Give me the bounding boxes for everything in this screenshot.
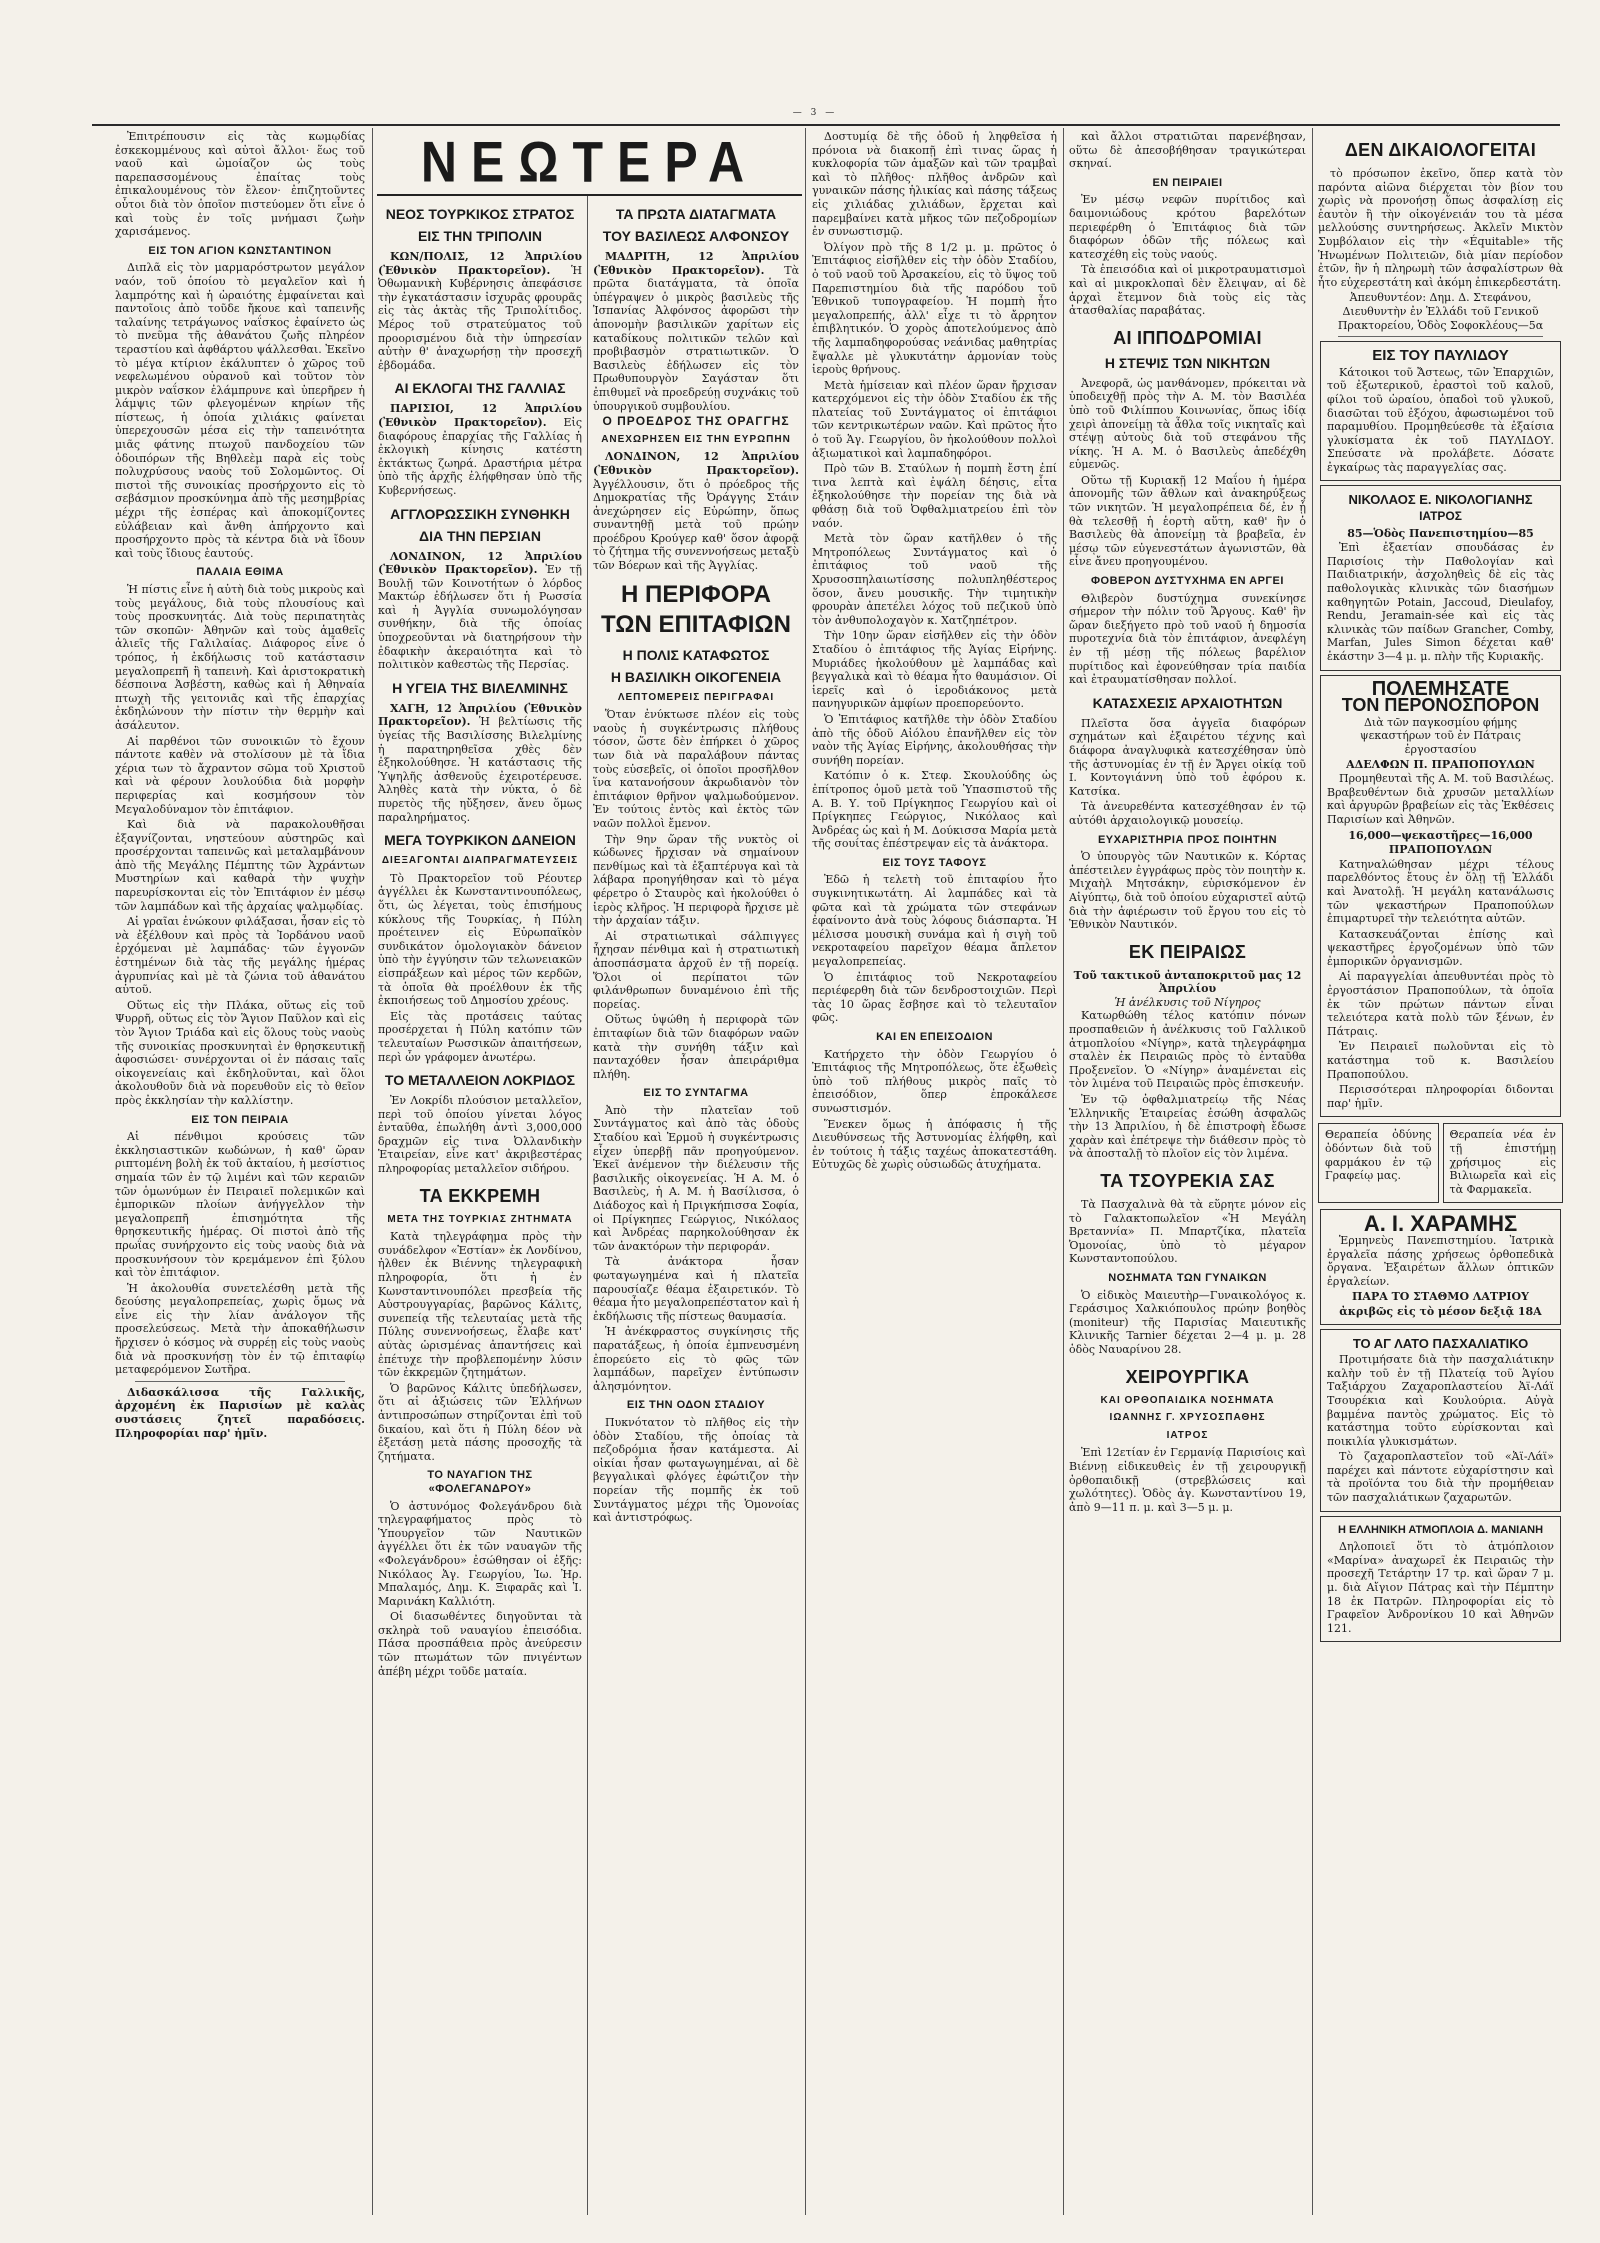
subheadline: ΙΑΤΡΟΣ	[1166, 1429, 1209, 1441]
paragraph: Τὴν 9ην ὥραν τῆς νυκτὸς οἱ κώδωνες ἤρχισαν νὰ σημαίνουν πενθίμως καὶ τὰ ἐξαπτέρυγα καὶ τὰ λάβαρα προηγήθησαν καὶ τὸ μέγα φέρετρο ὁ Σταυρὸς καὶ ἠκολούθει ὁ ἱερὸς κλῆρος. Ἡ περιφορὰ ἤρχισε μὲ τὴν ἀρχαίαν τάξιν.	[593, 832, 799, 928]
paragraph: Κατὰ τηλεγράφημα πρὸς τὴν συνάδελφον «Ἑστίαν» ἐκ Λονδίνου, ἠλθεν ἐκ Βιέννης τηλεγραφικὴ πληροφορία, ὅτι ἡ ἐν Κωνσταντινουπόλει πρεσβεία τῆς Αὐστρουγγαρίας, βαρῶνος Κάλιτς, συνεπείᾳ τῆς τελευταίας μετὰ τῆς Πύλης συνεννοήσεως, ἔλαβε κατ' αὐτὰς ὡρισμένας ἀπαντήσεις καὶ ἐπέτυχε τὴν προβλεπομένην λύσιν τῶν ἐκκρεμῶν ζητημάτων.	[378, 1230, 582, 1380]
section-heading: ΕΝ ΠΕΙΡΑΙΕΙ	[1152, 176, 1223, 189]
headline: ΤΑ ΠΡΩΤΑ ΔΙΑΤΑΓΜΑΤΑ	[615, 206, 777, 222]
paragraph: Δοστυμίᾳ δὲ τῆς ὁδοῦ ἡ ληφθεῖσα ἡ πρόνοια νὰ διακοπῇ ἐπὶ τινας ὥρας ἡ κυκλοφορία τῶν ἁμαξῶν καὶ τῶν τραμβαὶ καὶ τὸ πλῆθος· πλῆθος ἀνδρῶν καὶ γυναικῶν πάσης ἡλικίας καὶ πάσης τάξεως εἰς χιλιάδας χιλιάδων, ἔρχεται καὶ παρεμβαίνει κατὰ μῆκος τῶν πεζοδρομίων ἐν συνωστισμῷ.	[812, 130, 1057, 239]
masthead	[377, 130, 802, 196]
paragraph: Ἐν τῷ ὀφθαλμιατρείῳ τῆς Νέας Ἑλληνικῆς Ἑταιρείας ἐσώθη ἀσφαλῶς τὴν 13 Ἀπριλίου, ἡ δὲ ἐπιστροφὴ ἔδωσε χαρὰν καὶ ἐπέτρεψε τὴν διάθεσιν πρὸς τὸ νὰ ἀποσταλῇ τὸ πλοῖον εἰς τὸν λιμένα.	[1069, 1093, 1306, 1161]
section-heading: ΝΟΣΗΜΑΤΑ ΤΩΝ ΓΥΝΑΙΚΩΝ	[1108, 1271, 1267, 1284]
headline: ΚΑΤΑΣΧΕΣΙΣ ΑΡΧΑΙΟΤΗΤΩΝ	[1092, 694, 1283, 711]
paragraph: Κατασκευάζονται ἐπίσης καὶ ψεκαστῆρες ἐργοζομένων ὑπὸ τῶν ἐμπορικῶν ὀργανισμῶν.	[1327, 927, 1554, 968]
column-4	[812, 130, 1057, 2215]
paragraph: Ὁ εἰδικὸς Μαιευτὴρ—Γυναικολόγος κ. Γεράσιμος Χαλκιόπουλος πρώην βοηθὸς (moniteur) τῆς Παρισίας Μαιευτικῆς Κλινικῆς Tarnier δέχεται 2—4 μ. μ. 28 ὁδὸς Ναυαρίνου 28.	[1069, 1288, 1306, 1356]
paragraph: Τὰ ἀνάκτορα ἦσαν φωταγωγημένα καὶ ἡ πλατεῖα παρουσίαζε θέαμα ἐξαιρετικόν. Τὸ θέαμα ἦτο μεγαλοπρεπέστατον καὶ ἡ ἐκδήλωσις τῆς πίστεως θαυμασία.	[593, 1255, 799, 1323]
headline: ΑΙ ΙΠΠΟΔΡΟΜΙΑΙ	[1113, 327, 1262, 348]
headline: ΔΙΑ ΤΗΝ ΠΕΡΣΙΑΝ	[419, 527, 541, 544]
paragraph: Κατήρχετο τὴν ὁδὸν Γεωργίου ὁ Ἐπιτάφιος τῆς Μητροπόλεως, ὅτε ἐξωθεὶς ὑπὸ τοῦ πλήθους μικρὸς παῖς τὸ ἐπεισόδιον, ὅπερ ἐπροκάλεσε συνωστισμόν.	[812, 1047, 1057, 1115]
classified-ad: Διδασκάλισσα τῆς Γαλλικῆς, ἀρχομένη ἐκ Παρισίων μὲ καλὰς συστάσεις ζητεῖ παραδόσεις. Πληροφορίαι παρ' ἡμῖν.	[115, 1385, 365, 1440]
column-5	[1069, 130, 1306, 2215]
column-1	[115, 130, 365, 2215]
paragraph: Δηλοποιεῖ ὅτι τὸ ἀτμόπλοιον «Μαρίνα» ἀναχωρεῖ ἐκ Πειραιῶς τὴν προσεχῆ Τετάρτην 17 τρ. καὶ ὥραν 7 μ. μ. διὰ Αἴγιον Πάτρας καὶ τὴν Πέμπτην 18 ἐκ Πατρῶν. Πληροφορίαι εἰς τὸ Γραφεῖον Ἀνδρονίκου 10 καὶ Ἀθηνῶν 121.	[1327, 1540, 1554, 1635]
subheadline: ΚΑΙ ΟΡΘΟΠΑΙΔΙΚΑ ΝΟΣΗΜΑΤΑ	[1100, 1394, 1275, 1406]
paragraph: Οὕτως ὑψώθη ἡ περιφορὰ τῶν ἐπιταφίων διὰ τῶν διαφόρων ναῶν κατὰ τὴν συνήθη τάξιν καὶ πανταχόθεν ἦσαν ἀπειράριθμα πλήθη.	[593, 1013, 799, 1081]
paragraph: Αἱ γραῖαι ἐνώκουν φιλάξασαι, ἦσαν εἰς τὸ νὰ ἐξέλθουν καὶ πρὸς τὰ Ἰορδάνου ναοῦ ἐρχόμεναι μὲ λαμπάδας· τῶν ἐγγονῶν ἐστημένων διὰ τὰς τῆς μεγάλης ἡμέρας ἀγρυπνίας καὶ μὲ τὰ ζώνια τοῦ ἀθανάτου αὐτοῦ.	[115, 915, 365, 997]
paragraph: Ὁ ὑπουργὸς τῶν Ναυτικῶν κ. Κόρτας ἀπέστειλεν ἐγγράφως πρὸς τὸν ποιητὴν κ. Μιχαὴλ Μητσάκην, εὑρισκόμενον ἐν Αἰγύπτῳ, διὰ τοῦ ὁποίου εὐχαριστεῖ αὐτῷ διὰ τὴν ἀφιέρωσιν τοῦ ἔργου του εἰς τὸ Ἐθνικὸν Ναυτικόν.	[1069, 850, 1306, 932]
column-divider	[372, 128, 373, 2215]
paragraph: Κάτοικοι τοῦ Ἄστεως, τῶν Ἐπαρχιῶν, τοῦ ἐξωτερικοῦ, ἐραστοὶ τοῦ καλοῦ, φίλοι τοῦ ὡραίου, ὁπαδοὶ τοῦ γλυκοῦ, διασῶται τοῦ ἐξόχου, ἀφωσιωμένοι τοῦ παραμυθίου. Προμηθεύεσθε τὰ ἐξαίσια γλυκίσματα ἐκ τοῦ ΠΑΥΛΙΔΟΥ. Σπεύσατε νὰ προλάβετε. Δόσατε ἐγκαίρως τὰς παραγγελίας σας.	[1327, 365, 1554, 474]
paragraph: Εἰς διαφόρους ἐπαρχίας τῆς Γαλλίας ἡ ἐκλογικὴ κίνησις κατέστη ἐκτάκτως ζωηρά. Δραστήρια μέτρα ὑπὸ τῆς ἀρχῆς ἐλήφθησαν ὑπὸ τῆς Κυβερνήσεως.	[378, 415, 582, 497]
paragraph: Ἀνεφορᾶ, ὡς μανθάνομεν, πρόκειται νὰ ὑποδειχθῇ πρὸς τὴν Α. Μ. τὸν Βασιλέα ὑπὸ τοῦ Φιλίππου Κοινωνίας, ὅπως ἰδίᾳ χειρὶ ἀπονείμῃ τὰ ἆθλα τοῖς νικηταῖς καὶ στέψῃ αὐτοὺς διὰ τοῦ στεφάνου τῆς νίκης. Ἡ Α. Μ. ὁ Βασιλεὺς ἀπεδέχθη εὐμενῶς.	[1069, 376, 1306, 472]
subheadline: Η ΣΤΕΨΙΣ ΤΩΝ ΝΙΚΗΤΩΝ	[1104, 354, 1271, 371]
ad-box	[1318, 1123, 1439, 1203]
subheadline: Η ΠΟΛΙΣ ΚΑΤΑΦΩΤΟΣ	[622, 646, 770, 663]
ad-title: ΤΟΝ ΠΕΡΟΝΟΣΠΟΡΟΝ	[1341, 695, 1540, 716]
headline: ΤΩΝ ΕΠΙΤΑΦΙΩΝ	[601, 610, 791, 638]
paragraph: Ἑρμηνεὺς Πανεπιστημίου. Ἰατρικὰ ἐργαλεῖα πάσης χρήσεως ὀρθοπεδικὰ ὄργανα. Ἐξαιρέτων ἄλλων ὀπτικῶν ἐργαλείων.	[1327, 1233, 1554, 1288]
paragraph: Τὸ ζαχαροπλαστεῖον τοῦ «Ἀϊ-Λάϊ» παρέχει καὶ πάντοτε εὐχαρίστησιν καὶ τὰ προϊόντα του διὰ τὴν προμήθειαν τῶν πασχαλιάτικων ζαχαρωτῶν.	[1327, 1450, 1554, 1505]
dateline: ΧΑΓΗ, 12 Ἀπριλίου (Ἐθνικὸν Πρακτορεῖον).	[378, 701, 582, 729]
paragraph: Αἱ στρατιωτικαὶ σάλπιγγες ἦχησαν πένθιμα καὶ ἡ στρατιωτικὴ ἀποσπάσματα ἀρχοῦ ἐν τῇ πορείᾳ. Ὅλοι οἱ περίπατοι τῶν φιλάνθρωπων δυναμένοιο ἐπὶ τῆς πορείας.	[593, 929, 799, 1011]
subheadline: ΜΕΤΑ ΤΗΣ ΤΟΥΡΚΙΑΣ ΖΗΤΗΜΑΤΑ	[387, 1213, 573, 1225]
paragraph: Θεραπεία ὀδύνης ὀδόντων διὰ τοῦ φαρμάκου ἐν τῷ Γραφείῳ μας.	[1325, 1128, 1432, 1183]
paragraph: Τὴν 10ην ὥραν εἰσῆλθεν εἰς τὴν ὁδὸν Σταδίου ὁ ἐπιτάφιος τῆς Ἁγίας Εἰρήνης. Μυριάδες ἠκολούθουν μὲ λαμπάδας καὶ βεγγαλικὰ καὶ τὸ θέαμα ἦτο θαυμάσιον. Οἱ ἱερεῖς καὶ ὁ ἱεροδιάκονος μετὰ πανηγυρικῶν ἀμφίων προεπορεύοντο.	[812, 629, 1057, 711]
paragraph: Θεραπεία νέα ἐν τῇ ἐπιστήμῃ χρήσιμος εἰς Βιλιωρεῖα καὶ εἰς τὰ Φαρμακεῖα.	[1449, 1128, 1556, 1196]
ad-box	[1320, 675, 1561, 1118]
ad-box	[1320, 341, 1561, 481]
paragraph: Ὀλίγον πρὸ τῆς 8 1/2 μ. μ. πρῶτος ὁ Ἐπιτάφιος εἰσῆλθεν εἰς τὴν ὁδὸν Σταδίου, ὁ τοῦ ναοῦ τοῦ Ἀρσακείου, εἰς τὸ ὕψος τοῦ Παρεπιστημίου διὰ τῆς παρόδου τοῦ Ἐθνικοῦ τυπογραφείου. Ἡ πομπὴ ἦτο μεγαλοπρεπής, ἀλλ' εἶχε τι τὸ ἄρρητον ἐπιβλητικόν. Ὁ χορὸς ἀποτελούμενος ἀπὸ τῆς λαμπαδηφορούσας νεάνιδας μαθητρίας ἔψαλλε μὲ γλυκυτάτην ἁρμονίαν τοὺς ἱεροὺς θρήνους.	[812, 240, 1057, 377]
page-number: — 3 —	[792, 108, 838, 118]
subheadline: ΔΙΕΞΑΓΟΝΤΑΙ ΔΙΑΠΡΑΓΜΑΤΕΥΣΕΙΣ	[381, 855, 579, 867]
paragraph: Ἐπὶ 12ετίαν ἐν Γερμανίᾳ Παρισίοις καὶ Βιέννῃ εἰδικευθεὶς ἐν τῇ χειρουργικῇ ὀρθοπαιδικῇ (στρεβλώσεις καὶ χωλότητες). Ὁδὸς ἀγ. Κωνσταντίνου 19, ἀπὸ 9—11 π. μ. καὶ 3—5 μ. μ.	[1069, 1446, 1306, 1514]
paragraph: Μετὰ τὸν ὥραν κατῆλθεν ὁ τῆς Μητροπόλεως Συντάγματος καὶ ὁ ἐπιτάφιος τοῦ ναοῦ τῆς Χρυσοσπηλαιωτίσσης πολυπληθέστερος ὅσον, ἄνευ μουσικῆς. Τὴν τιμητικὴν φρουρὰν ἀπετέλει λόχος τοῦ πεζικοῦ ὑπὸ τὸν ἀνθυπολοχαγὸν κ. Χατζηπέτρον.	[812, 532, 1057, 627]
paragraph: Ἐν τῇ Βουλῇ τῶν Κοινοτήτων ὁ λόρδος Μακτώρ ἐδήλωσεν ὅτι ἡ Ρωσσία καὶ ἡ Ἀγγλία συνωμολόγησαν συνθήκην, διὰ τῆς ὁποίας ὑποχρεοῦνται νὰ διατηρήσουν τὴν ἐδαφικὴν ἀκεραιότητα καὶ τὸ πολιτικὸν καθεστὼς τῆς Περσίας.	[378, 563, 582, 672]
paragraph: καὶ ἄλλοι στρατιῶται παρενέβησαν, οὕτω δὲ ἀπεσοβήθησαν τραγικώτεραι σκηναί.	[1069, 130, 1306, 171]
paragraph: Ὁ Ἐπιτάφιος κατῆλθε τὴν ὁδὸν Σταδίου ἀπὸ τῆς ὁδοῦ Αἰόλου ἐπανῆλθεν εἰς τὸν ναὸν τῆς Ἁγίας Εἰρήνης, ἀκολουθήσας τὴν συνήθη πορείαν.	[812, 712, 1057, 767]
ad-title: Η ΕΛΛΗΝΙΚΗ ΑΤΜΟΠΛΟΙΑ Δ. ΜΑΝΙΑΝΗ	[1337, 1523, 1544, 1536]
paragraph: τὸ πρόσωπον ἐκεῖνο, ὅπερ κατὰ τὸν παρόντα αἰῶνα διέρχεται τὸν βίον του χωρὶς νὰ προνοήσῃ ὅπως ἀσφαλίσῃ εἰς ἑαυτὸν ἢ τὴν οἰκογένειάν του τὰ μέσα μελλούσης συντηρήσεως. Ἀκλεῖν Μικτὸν Συμβόλαιον εἰς τὴν «Équitable» τῆς Ἡνωμένων Πολιτειῶν, διὰ μίαν περίοδον ἐτῶν, ἣν ἡ πληρωμὴ τῶν ἀσφαλίστρων θὰ ἦτο εὐχερεστάτη καὶ ἀκόμη ἐπικερδεστάτη.	[1318, 167, 1563, 289]
paragraph: Ἡ Ὀθωμανικὴ Κυβέρνησις ἀπεφάσισε τὴν ἐγκατάστασιν ἰσχυρᾶς φρουρᾶς εἰς τὰς ἀκτὰς τῆς Τριπολίτιδος. Μέρος τοῦ στρατεύματος τοῦ προορισμένου διὰ τὴν ὑπηρεσίαν αὐτὴν θ' ἀναχωρήσῃ τὴν προσεχῆ ἑβδομάδα.	[378, 263, 582, 372]
paragraph: Θλιβερὸν δυστύχημα συνεκίνησε σήμερον τὴν πόλιν τοῦ Ἄργους. Καθ' ἣν ὥραν διεξήγετο πρὸ τοῦ ναοῦ ἡ δημοσία πυροτεχνία διὰ τὸν ἐπιτάφιον, ἀνεφλέγη ἐν τῇ μέσῃ τῆς πόλεως βαρέλιον πυρίτιδος καὶ ἐφονεύθησαν τρία παιδία καὶ ἐτραυματίσθησαν πολλοί.	[1069, 591, 1306, 687]
divider	[135, 1381, 345, 1382]
section-heading: ΕΙΣ ΤΟΝ ΠΕΙΡΑΙΑ	[191, 1113, 289, 1126]
headline: ΤΑ ΕΚΚΡΕΜΗ	[419, 1185, 541, 1206]
headline: ΤΟΥ ΒΑΣΙΛΕΩΣ ΑΛΦΟΝΣΟΥ	[602, 228, 790, 244]
byline: Τοῦ τακτικοῦ ἀνταποκριτοῦ μας 12 Ἀπριλίου	[1073, 968, 1302, 996]
paragraph: Ἐδῶ ἡ τελετὴ τοῦ ἐπιταφίου ἦτο συγκινητικωτάτη. Αἱ λαμπάδες καὶ τὰ φῶτα καὶ τὰ χρώματα τῶν στεφάνων ἐφαίνοντο ἀνὰ τοὺς λόφους διάσπαρτα. Ἡ μέλισσα μουσικὴ συνάμα καὶ ἡ σιγὴ τοῦ νεκροταφείου παρεῖχον θέαμα ἄπλετον μεγαλοπρεπείας.	[812, 873, 1057, 969]
ad-subtitle: ΑΔΕΛΦΩΝ Π. ΠΡΑΠΟΠΟΥΛΩΝ	[1346, 757, 1535, 771]
paragraph: Πυκνότατον τὸ πλῆθος εἰς τὴν ὁδὸν Σταδίου, τῆς ὁποίας τὰ πεζοδρόμια ἦσαν κατάμεστα. Αἱ οἰκίαι ἦσαν φωταγωγημέναι, αἱ δὲ βεγγαλικαὶ φλόγες ἐφώτιζον τὴν πορείαν τῆς πομπῆς ἐκ τοῦ Συντάγματος μέχρι τῆς Ὁμονοίας καὶ ἀντιστρόφως.	[593, 1415, 799, 1525]
ad-title: ΝΙΚΟΛΑΟΣ Ε. ΝΙΚΟΛΟΓΙΑΝΗΣ	[1348, 492, 1533, 508]
section-heading: ΕΙΣ ΤΟΝ ΑΓΙΟΝ ΚΩΝΣΤΑΝΤΙΝΟΝ	[148, 244, 332, 257]
ad-box	[1320, 485, 1561, 670]
column-2	[378, 198, 582, 2215]
divider	[1338, 336, 1543, 337]
column-divider	[1063, 128, 1064, 2215]
ad-line: 16,000—ψεκαστῆρες—16,000	[1348, 828, 1533, 842]
ad-row	[1318, 1121, 1563, 1205]
dateline: ΚΩΝ/ΠΟΛΙΣ, 12 Ἀπριλίου (Ἐθνικὸν Πρακτορεῖον).	[378, 250, 582, 277]
headline: ΝΕΟΣ ΤΟΥΡΚΙΚΟΣ ΣΤΡΑΤΟΣ	[385, 206, 575, 222]
headline: Ο ΠΡΟΕΔΡΟΣ ΤΗΣ ΟΡΑΓΓΗΣ	[602, 414, 790, 429]
top-rule	[92, 124, 1560, 126]
paragraph: Οὕτως εἰς τὴν Πλάκα, οὕτως εἰς τοῦ Ψυρρῆ, οὕτως εἰς τὸν Ἅγιον Παῦλον καὶ εἰς τὸν Ἅγιον Τριάδα καὶ εἰς ὅλους τοὺς ναοὺς τῆς συνοικίας προσκυνηταὶ ἐν θρησκευτικῇ ἀφοσιώσει· συνέρχονται οἱ ἐν πάσαις ταῖς οἰκογενείαις καὶ ἐκδηλοῦνται, καὶ ὅλοι ἀκολουθοῦν διὰ νὰ πορευθοῦν εἰς τὸ θεῖον πρὸς ἐκκλησίαν τὴν καλλίστην.	[115, 998, 365, 1107]
paragraph: Καὶ διὰ νὰ παρακολουθῆσαι ἐξαγνίζονται, νηστεύουν αὐστηρῶς καὶ προσέρχονται ταπεινῶς καὶ μεταλαμβάνουν ἀπὸ τῆς Μεγάλης Πέμπτης τῶν Ἀχράντων Μυστηρίων καὶ καθαρὰ τὴν ψυχὴν παρευρίσκονται εἰς τὸν Ἐπιτάφιον ἐν μέσῳ τῶν λαμπάδων καὶ τῆς ἀρχαίας ψαλμῳδίας.	[115, 818, 365, 913]
ad-box	[1320, 1209, 1561, 1324]
paragraph: Τὰ Πασχαλινὰ θὰ τὰ εὕρητε μόνον εἰς τὸ Γαλακτοπωλεῖον «Ἡ Μεγάλη Βρεταννία» Π. Μπαρτζίκα, πλατεῖα Ὁμονοίας, ὑπὸ τὸ μέγαρον Κωνσταντοπούλου.	[1069, 1198, 1306, 1266]
paragraph: Ἡ ἀνέκφραστος συγκίνησις τῆς παρατάξεως, ἡ ὁποία ἐμπνευσμένη ἐπορεύετο εἰς τὸ φῶς τῶν λαμπάδων, παρεῖχεν ἐντύπωσιν ἀλησμόνητον.	[593, 1325, 799, 1393]
paragraph: Ἐν Λοκρίδι πλούσιον μεταλλεῖον, περὶ τοῦ ὁποίου γίνεται λόγος ἐνταῦθα, ἐπωλήθη ἀντὶ 3,000,000 δραχμῶν εἰς τινα Ὀλλανδικὴν Ἑταιρείαν, εἶνε κατ' ἀκριβεστέρας πληροφορίας μεταλλεῖον σιδήρου.	[378, 1094, 582, 1176]
column-divider	[1312, 128, 1313, 2215]
paragraph: Περισσότεραι πληροφορίαι διδονται παρ' ἡμῖν.	[1327, 1083, 1554, 1110]
paragraph: Ἕνεκεν ὅμως ἡ ἀπόφασις ἡ τῆς Διευθύνσεως τῆς Ἀστυνομίας ἐλήφθη, καὶ ἐν τούτοις ἡ τάξις ταχέως ἀποκατεστάθη. Εὐτυχῶς δὲ χωρὶς οὐσιωδῶς ἀτυχήματα.	[812, 1117, 1057, 1172]
paragraph: Αἱ παραγγελίαι ἀπευθυντέαι πρὸς τὸ ἐργοστάσιον Πραποπούλων, τὰ ὁποῖα ἐκ τῶν πρώτων πάντων εἶναι τελειότερα κατὰ πολὺ τῶν ξένων, ἐν Πάτραις.	[1327, 970, 1554, 1038]
subheadline: ΑΝΕΧΩΡΗΣΕΝ ΕΙΣ ΤΗΝ ΕΥΡΩΠΗΝ	[601, 433, 791, 445]
section-heading: ΦΟΒΕΡΟΝ ΔΥΣΤΥΧΗΜΑ ΕΝ ΑΡΓΕΙ	[1091, 575, 1284, 588]
dateline: ΠΑΡΙΣΙΟΙ, 12 Ἀπριλίου (Ἐθνικὸν Πρακτορεῖον).	[378, 402, 582, 429]
ad-box	[1320, 1329, 1561, 1512]
dateline: ΛΟΝΔΙΝΟΝ, 12 Ἀπριλίου (Ἐθνικὸν Πρακτορεῖον).	[593, 450, 799, 477]
ad-title: Α. Ι. ΧΑΡΑΜΗΣ	[1363, 1211, 1518, 1237]
paragraph: Προτιμήσατε διὰ τὴν πασχαλιάτικην καλὴν τοῦ ἐν τῇ Πλατείᾳ τοῦ Ἁγίου Ταξιάρχου Ζαχαροπλαστείου Ἀϊ-Λάϊ Τσουρέκια καὶ Κουλούρια. Αὐγὰ βαμμένα παντὸς χρώματος. Εἰς τὸ κατάστημα τοῦτο εὑρίσκονται καὶ ποικιλία γλυκισμάτων.	[1327, 1353, 1554, 1448]
paragraph: Ἐν μέσῳ νεφῶν πυρίτιδος καὶ δαιμονιώδους κρότου βαρελότων περιεφέρθη ὁ Ἐπιτάφιος διὰ τῶν διαφόρων ὁδῶν τῆς πόλεως καὶ κατεσχέθη εἰς τοὺς ναούς.	[1069, 193, 1306, 261]
column-6	[1318, 130, 1563, 2215]
paragraph: Ὅταν ἐνύκτωσε πλέον εἰς τοὺς ναοὺς ἡ συγκέντρωσις πλήθους τόσον, ὥστε δὲν ἐπήρκει ὁ χῶρος των διὰ νὰ παραλάβουν πάντας τοὺς εὐσεβεῖς, οἱ ὁποῖοι προσῆλθον ἵνα κατανοήσουν ἀκρωδιανὸν τὸν ἐπιτάφιον θρῆνον ψαλμωδούμενον. Ἐν τούτοις ἐντὸς καὶ ἐκτὸς τῶν ναῶν πολλοὶ ἔμενον.	[593, 708, 799, 830]
paragraph: Τὸ Πρακτορεῖον τοῦ Ρέουτερ ἀγγέλλει ἐκ Κωνσταντινουπόλεως, ὅτι, ὡς λέγεται, τοὺς ἐπισήμους κύκλους τῆς Τουρκίας, ἡ Πύλη προέτεινεν εἰς Εὐρωπαϊκὸν συνδικάτον ὁμολογιακὸν δάνειον ὑπὸ τὴν ἐγγύησιν τῶν τελωνειακῶν εἰσπράξεων καὶ μέρος τῶν κερδῶν, τὰ ὁποῖα θὰ προέλθουν ἐκ τῆς ἐκποιήσεως τοῦ Δημοσίου χρέους.	[378, 871, 582, 1008]
paragraph: Ἡ πίστις εἶνε ἡ αὐτὴ διὰ τοὺς μικροὺς καὶ τοὺς μεγάλους, διὰ τοὺς πλουσίους καὶ τοὺς προσκυνητάς. Διὰ τοὺς περιπατητὰς τῶν σκοπῶν· Ἀθηνῶν καὶ τοὺς ἁμαθεῖς ἀλιεῖς τῆς Γαλιλαίας. Διάφορος εἶνε ὁ τρόπος, ἡ ἐκδήλωσις τοῦ κατάστασιν μεγαλοπρεπῆ ἢ ταπεινὴ. Καὶ ἀριστοκρατικὴ δέσποινα Ἀσβέστη, καθὼς καὶ ἡ Ἀθηναία πτωχὴ τῆς γειτονιᾶς καὶ τῆς ἐπαρχίας ἐκδηλώνουν τὴν πίστιν τὴν θερμὴν καὶ ἀσάλευτον.	[115, 583, 365, 732]
ad-line: ἀκριβῶς εἰς τὸ μέσον δεξιᾷ 18Α	[1339, 1304, 1542, 1318]
headline: Η ΠΕΡΙΦΟΡΑ	[621, 580, 771, 608]
headline: ΕΙΣ ΤΗΝ ΤΡΙΠΟΛΙΝ	[418, 228, 542, 244]
paragraph: Κατωρθώθη τέλος κατόπιν πόνων προσπαθειῶν ἡ ἀνέλκυσις τοῦ Γαλλικοῦ ἀτμοπλοίου «Νίγηρ», κατὰ τηλεγράφημα σταλὲν ἐκ Πειραιῶς πρὸς τὸ ἐνταῦθα Προξενεῖον. Ὁ «Νίγηρ» ἀναμένεται εἰς τὸν λιμένα τοῦ Πειραιῶς πρὸς ἐπισκευήν.	[1069, 1009, 1306, 1091]
headline: ΑΙ ΕΚΛΟΓΑΙ ΤΗΣ ΓΑΛΛΙΑΣ	[394, 380, 566, 397]
section-heading: ΠΑΛΑΙΑ ΕΘΙΜΑ	[196, 566, 284, 579]
masthead-title: ΝΕΩΤΕΡΑ	[420, 129, 759, 195]
ad-title: ΤΟ ΑΓ ΛΑΤΟ ΠΑΣΧΑΛΙΑΤΙΚΟ	[1352, 1335, 1529, 1351]
ad-box	[1320, 1516, 1561, 1643]
paragraph: Ὁ ἀστυνόμος Φολεγάνδρου διὰ τηλεγραφήματος πρὸς τὸ Ὑπουργεῖον τῶν Ναυτικῶν ἀγγέλλει ὅτι ἐκ τῶν ναυαγῶν τῆς «Φολεγάνδρου» ἐσώθησαν οἱ ἐξῆς: Νικόλαος Ἀγ. Γεωργίου, Ἰω. Ἠρ. Μπαλαμός, Δημ. Κ. Ξιφαρᾶς καὶ Ἰ. Μαρινάκη Καλλιότη.	[378, 1499, 582, 1608]
paragraph: Αἱ πένθιμοι κρούσεις τῶν ἐκκλησιαστικῶν κωδώνων, ἡ καθ' ὥραν ριπτομένη βολὴ ἐκ τοῦ ἀκταίου, ἡ μεσίστιος σημαία τῶν ἐν τῷ λιμένι καὶ τῶν κεραιῶν τῶν ὁμωνύμων ἐν Πειραιεῖ πολεμικῶν καὶ ἐμπορικῶν πλοίων ἀνήγγελλον τὴν μεγαλοπρεπῆ ἐπισημότητα τῆς θρησκευτικῆς ἡμέρας. Οἱ πιστοὶ ἀπὸ τῆς πρωΐας συνήρχοντο εἰς τοὺς ναοὺς διὰ νὰ προσκυνήσουν τὸν κρεμάμενον ἐπὶ ξύλου καὶ τὸν ἐπιτάφιον.	[115, 1130, 365, 1280]
section-heading: ΕΙΣ ΤΗΝ ΟΔΟΝ ΣΤΑΔΙΟΥ	[626, 1399, 766, 1412]
paragraph: Διπλᾶ εἰς τὸν μαρμαρόστρωτον μεγάλον ναόν, τοῦ ὁποίου τὸ μεγαλεῖον καὶ ἡ λαμπρότης καὶ ἡ ὡραιότης ἐμφαίνεται καὶ παντοῖοις ἀπὸ τοῦδε ἤκουε καὶ ταπεινῆς ταλαίνης τετράγωνος ναΐσκος ἐφαίνετο ὡς τὸ πνεῦμα τῆς ἀθανάτου ζωῆς πληρέον τεραστίου καὶ ἀφθάρτου ψάλλεσθαι. Ἐκεῖνο τὸ μέγα κτίριον ἐκάλυπτεν ὁ χῶρος τοῦ νεφελωμένου οὐρανοῦ καὶ τοῦτον τὸν μικρὸν ναΐσκον ἐλάμπρυνε καὶ ὑπερῆρεν ἡ λάμψις τῶν φλεγομένων κηρίων τῆς πίστεως, ἡ ὁποία χιλιάκις φαίνεται ὑπερεχουσῶν μέσα εἰς τὴν ταπεινότητα μιᾶς φάτνης πτωχοῦ πανδοχείου τῶν ὁδοιπόρων τῆς Βηθλεὲμ παρὰ εἰς τοὺς πολυχρύσους ναοὺς τοῦ Σολομῶντος. Οἱ πιστοὶ τῆς συνοικίας προσήρχοντο εἰς τὸ σεβάσμιον προσκύνημα ἀπὸ τῆς μεσημβρίας μέχρι τῆς ἑσπέρας καὶ ἀποκομίζοντες εὐλάβειαν καὶ ἄνθη ἀπήρχοντο καὶ προσήρχοντο πρὸς τὰ κέντρα διὰ νὰ ἴδουν καὶ τοὺς ἴδιους ἑαυτούς.	[115, 261, 365, 560]
column-3	[593, 198, 799, 2215]
headline: Η ΥΓΕΙΑ ΤΗΣ ΒΙΛΕΛΜΙΝΗΣ	[392, 679, 568, 696]
paragraph: Ἀγγέλλουσιν, ὅτι ὁ πρόεδρος τῆς Δημοκρατίας τῆς Ὀράγγης Στάιν ἀνεχώρησεν εἰς Εὐρώπην, ὅπως συναντηθῇ μετὰ τοῦ πρώην προέδρου Κρούγερ καθ' ὅσον ἀφορᾷ τὸ ζήτημα τῆς συνεννοήσεως μεταξὺ τῶν Βόερων καὶ τῆς Ἀγγλίας.	[593, 477, 799, 573]
ad-title: ΙΑΤΡΟΣ	[1419, 509, 1462, 524]
section-heading: ΕΙΣ ΤΟΥΣ ΤΑΦΟΥΣ	[882, 856, 987, 869]
subheadline: Η ΒΑΣΙΛΙΚΗ ΟΙΚΟΓΕΝΕΙΑ	[610, 668, 782, 685]
section-heading: ΚΑΙ ΕΝ ΕΠΕΙΣΟΔΙΟΝ	[876, 1031, 993, 1043]
section-heading: ΕΙΣ ΤΟ ΣΥΝΤΑΓΜΑ	[643, 1087, 749, 1100]
address: 85—Ὁδὸς Πανεπιστημίου—85	[1347, 526, 1534, 540]
paragraph: Ἡ ἀκολουθία συνετελέσθη μετὰ τῆς δεούσης μεγαλοπρεπείας, χωρὶς ὅμως νὰ εἶνε εἰς τὴν λίαν ἀνάλογον τῆς προσελεύσεως. Μετὰ τὴν ἀποκαθήλωσιν ἤρχισεν ὁ κόσμος νὰ συρρέῃ εἰς τοὺς ναοὺς διὰ νὰ προσκυνήσῃ τὸν ἐν τῷ ἐπιταφίῳ μεταφερόμενον Σωτῆρα.	[115, 1281, 365, 1377]
paragraph: Τὰ πρῶτα διατάγματα, τὰ ὁποῖα ὑπέγραψεν ὁ μικρὸς βασιλεὺς τῆς Ἱσπανίας Ἀλφόνσος ἀφορῶσι τὴν ἀπονομὴν βασιλικῶν χαρίτων εἰς καταδίκους πολιτικῶν τελῶν καὶ προβιβασμὸν στρατιωτικῶν. Ὁ Βασιλεὺς ἐδήλωσεν εἰς τὸν Πρωθυπουργὸν Σαγάσταν ὅτι ἐπιθυμεῖ νὰ προεδρεύῃ συχνάκις τοῦ ὑπουργικοῦ συμβουλίου.	[593, 263, 799, 413]
paragraph: Οὕτω τῇ Κυριακῇ 12 Μαΐου ἡ ἡμέρα ἀπονομῆς τῶν ἄθλων καὶ ἀνακηρύξεως τῶν νικητῶν. Ἡ μεγαλοπρέπεια δέ, ἐν ᾗ θὰ τελεσθῇ ἡ ἑορτὴ αὕτη, καθ' ἣν ὁ Βασιλεὺς θὰ ἀπονείμῃ τὰ βραβεῖα, ἐν μέσῳ τῶν εὐγενεστάτων ἀγωνιστῶν, θὰ εἶνε ἄνευ προηγουμένου.	[1069, 473, 1306, 569]
dateline: ΜΑΔΡΙΤΗ, 12 Ἀπριλίου (Ἐθνικὸν Πρακτορεῖον).	[593, 250, 799, 277]
paragraph: Ἐν Πειραιεῖ πωλοῦνται εἰς τὸ κατάστημα τοῦ κ. Βασιλείου Πραποπούλου.	[1327, 1040, 1554, 1081]
ad-title: ΕΙΣ ΤΟΥ ΠΑΥΛΙΔΟΥ	[1372, 347, 1509, 365]
ad-title: ΠΟΛΕΜΗΣΑΤΕ	[1371, 677, 1510, 700]
paragraph: Ἀπὸ τὴν πλατεῖαν τοῦ Συντάγματος καὶ ἀπὸ τὰς ὁδοὺς Σταδίου καὶ Ἑρμοῦ ἡ συγκέντρωσις εἶχεν ὑπερβῇ πᾶν προηγούμενον. Ἐκεῖ ἀνέμενον τὴν διέλευσιν τῆς βασιλικῆς οἰκογενείας. Ἡ Α. Μ. ὁ Βασιλεὺς, ἡ Α. Μ. ἡ Βασίλισσα, ὁ Διάδοχος καὶ ἡ Πριγκήπισσα Σοφία, οἱ Πρίγκηπες Γεώργιος, Νικόλαος καὶ Ἀνδρέας παρηκολούθησαν ἐκ τῶν ἀνακτόρων τὴν περιφοράν.	[593, 1103, 799, 1253]
ad-subtitle: Διὰ τῶν παγκοσμίου φήμης ψεκαστήρων τοῦ ἐν Πάτραις ἐργοστασίου	[1360, 715, 1521, 756]
subheadline: ΙΩΑΝΝΗΣ Γ. ΧΡΥΣΟΣΠΑΘΗΣ	[1109, 1412, 1266, 1424]
paragraph: Εἰς τὰς προτάσεις ταύτας προσέρχεται ἡ Πύλη κατόπιν τῶν τελευταίων Ρωσσικῶν ἀπαιτήσεων, περὶ ὧν γράφομεν ἀνωτέρω.	[378, 1009, 582, 1064]
ad-box	[1443, 1123, 1564, 1203]
headline: ΕΚ ΠΕΙΡΑΙΩΣ	[1128, 941, 1247, 962]
paragraph: Ὁ βαρῶνος Κάλιτς ὑπεδήλωσεν, ὅτι αἱ ἀξιώσεις τῶν Ἑλλήνων ἀντιπροσώπων στηρίζονται ἐπὶ τοῦ δικαίου, καὶ ὅτι ἡ Πύλη δέον νὰ ἐξετάσῃ μετὰ πάσης προσοχῆς τὰ ζητήματα.	[378, 1381, 582, 1463]
headline: ΑΓΓΛΟΡΩΣΣΙΚΗ ΣΥΝΘΗΚΗ	[390, 505, 570, 522]
dateline: ΛΟΝΔΙΝΟΝ, 12 Ἀπριλίου (Ἐθνικὸν Πρακτορεῖον).	[378, 549, 582, 577]
subheadline: ΛΕΠΤΟΜΕΡΕΙΣ ΠΕΡΙΓΡΑΦΑΙ	[617, 691, 775, 703]
headline: ΤΟ ΜΕΤΑΛΛΕΙΟΝ ΛΟΚΡΙΔΟΣ	[384, 1072, 576, 1089]
paragraph: Πλεῖστα ὅσα ἀγγεῖα διαφόρων σχημάτων καὶ ἐξαιρέτου τέχνης καὶ διάφορα ἀναγλυφικὰ κατεσχέθησαν ὑπὸ τῆς ἀστυνομίας ἐν τῇ ἐν Ἄργει οἰκίᾳ τοῦ Ι. Κοντογιάννη ὑπὸ τοῦ ἐφόρου κ. Κατσίκα.	[1069, 716, 1306, 798]
paragraph: Μετὰ ἡμίσειαν καὶ πλέον ὥραν ἤρχισαν κατερχόμενοι εἰς τὴν ὁδὸν Σταδίου ἐκ τῆς πλατείας τοῦ Συντάγματος οἱ ἐπιτάφιοι τῶν κεντρικωτέρων ναῶν. Καὶ πρῶτος ἦτο ὁ τοῦ Ἁγ. Γεωργίου, ὃν ἠκολούθουν πολλοὶ ἀξιωματικοὶ καὶ λαμπαδηφόροι.	[812, 378, 1057, 460]
paragraph: Τὰ ἀνευρεθέντα κατεσχέθησαν ἐν τῷ αὐτόθι ἀρχαιολογικῷ μουσείῳ.	[1069, 800, 1306, 827]
paragraph: Κατόπιν ὁ κ. Στεφ. Σκουλούδης ὡς ἐπίτροπος ὁμοῦ μετὰ τοῦ Ὑπασπιστοῦ τῆς Α. Β. Υ. τοῦ Πρίγκηπος Γεωργίου καὶ οἱ Πρίγκηπες Γεώργιος, Νικόλαος καὶ Ἀνδρέας ὡς καὶ ἡ Μ. Δούκισσα Μαρία μετὰ τῆς σουίτας ἐπέστρεψαν εἰς τὰ ἀνάκτορα.	[812, 769, 1057, 851]
paragraph: Ἐπιτρέπουσιν εἰς τὰς κωμῳδίας ἐσκεκομμένους καὶ αὐτοὶ ἄλλοι· ἕως τοῦ ναοῦ καὶ ὡμοίαζον ὡς τοὺς παρεπασσομένους ἐπαίτας τοὺς ἐπικαλουμένους τὸν ἔλεον· ἐπιζητοῦντες οὗτοι διὰ τὸν ὁποῖον πιστεύομεν ὅτι εἶνε ὁ καὶ τοὺς ἐν τοῖς μνήμασι ζωὴν χαρισάμενος.	[115, 130, 365, 239]
column-divider	[587, 196, 588, 2215]
headline: ΧΕΙΡΟΥΡΓΙΚΑ	[1125, 1366, 1250, 1387]
headline: ΜΕΓΑ ΤΟΥΡΚΙΚΟΝ ΔΑΝΕΙΟΝ	[384, 832, 576, 849]
paragraph: Πρὸ τῶν Β. Σταύλων ἡ πομπὴ ἔστη ἐπί τινα λεπτὰ καὶ ἐψάλη δέησις, εἶτα ἐξηκολούθησε τὴν πορείαν της διὰ νὰ φθάσῃ διὰ τοῦ Ὀφθαλμιατρείου ἐπὶ τὸν ναόν.	[812, 462, 1057, 530]
column-divider	[805, 128, 806, 2215]
paragraph: Αἱ παρθένοι τῶν συνοικιῶν τὸ ἔχουν πάντοτε καθὲν νὰ στολίσουν μὲ τὰ ἴδια χέρια των τὸ ἄχραντον σῶμα τοῦ Χριστοῦ καὶ νὰ φέρουν λουλούδια διὰ μορφὴν περιφερίας καὶ κοσμήσουν τὸν Μεγαλοδύναμον τὸν ἐπιτάφιον.	[115, 734, 365, 816]
headline: ΔΕΝ ΔΙΚΑΙΟΛΟΓΕΙΤΑΙ	[1344, 140, 1537, 160]
section-heading: ΤΟ ΝΑΥΑΓΙΟΝ ΤΗΣ «ΦΟΛΕΓΑΝΔΡΟΥ»	[427, 1469, 533, 1495]
paragraph: Ἐπὶ ἐξαετίαν σπουδάσας ἐν Παρισίοις τὴν Παθολογίαν καὶ Παιδιατρικήν, ἀσχοληθεὶς δὲ εἰς τὰς παθολογικὰς κλινικὰς τῶν διασήμων καθηγητῶν Potain, Jaccoud, Dieulafoy, Rendu, Jeramain-sée καὶ εἰς τὰς κλινικὰς τῶν παίδων Grancher, Comby, Marfan, Jules Simon δέχεται καθ' ἑκάστην 3—4 μ. μ. πλὴν τῆς Κυριακῆς.	[1327, 541, 1554, 663]
signature: Ἀπευθυντέον: Δημ. Δ. Στεφάνου, Διευθυντὴν ἐν Ἑλλάδι τοῦ Γενικοῦ Πρακτορείου, Ὁδὸς Σοφοκλέους—5α	[1337, 291, 1544, 332]
ad-line: ΠΡΑΠΟΠΟΥΛΩΝ	[1388, 843, 1493, 857]
section-heading: ΕΥΧΑΡΙΣΤΗΡΙΑ ΠΡΟΣ ΠΟΙΗΤΗΝ	[1097, 833, 1278, 846]
ad-line: ΠΑΡΑ ΤΟ ΣΤΑΘΜΟ ΛΑΤΡΙΟΥ	[1352, 1290, 1529, 1304]
subheadline: Ἡ ἀνέλκυσις τοῦ Νίγηρος	[1114, 995, 1261, 1009]
paragraph: Ὁ ἐπιτάφιος τοῦ Νεκροταφείου περιέφερθη διὰ τῶν δενδροστοιχιῶν. Περὶ τὰς 10 ὥρας ἔσβησε καὶ τὸ τελευταῖον φῶς.	[812, 970, 1057, 1025]
paragraph: Προμηθευταὶ τῆς Α. Μ. τοῦ Βασιλέως. Βραβευθέντων διὰ χρυσῶν μεταλλίων καὶ ἀργυρῶν βραβείων εἰς τὰς Ἐκθέσεις Παρισίων καὶ Ἀθηνῶν.	[1327, 772, 1554, 826]
paragraph: Οἱ διασωθέντες διηγοῦνται τὰ σκληρὰ τοῦ ναυαγίου ἐπεισόδια. Πάσα προσπάθεια πρὸς ἀνεύρεσιν τῶν πτωμάτων τῶν πνιγέντων ἀπέβη μέχρι τοῦδε ματαία.	[378, 1610, 582, 1678]
paragraph: Ἡ βελτίωσις τῆς ὑγείας τῆς Βασιλίσσης Βιλελμίνης ἡ παρατηρηθεῖσα χθὲς δὲν ἐξηκολούθησε. Ἡ κατάστασις τῆς Ὑψηλῆς ἀσθενοῦς ἐχειροτέρευσε. Ἀληθὲς κατὰ τὴν νύκτα, ὁ δὲ πυρετὸς τῆς ηὔξησεν, ἄνευ ὅμως παραληρήματος.	[378, 715, 582, 824]
paragraph: Τὰ ἐπεισόδια καὶ οἱ μικροτραυματισμοὶ καὶ αἱ μικροκλοπαὶ δὲν ἔλειψαν, αἱ δὲ ἀρχαὶ ἔτεμνον διὰ τοὺς εἰς τὰς ἀτασθαλίας παραβάτας.	[1069, 263, 1306, 318]
paragraph: Κατηναλώθησαν μέχρι τέλους παρελθόντος ἔτους ἐν ὅλῃ τῇ Ἑλλάδι καὶ Ἀνατολῇ. Ἡ μεγάλη κατανάλωσις τῶν ψεκαστήρων Πραποπούλων ἐπιμαρτυρεῖ τὴν τελειότητα αὐτῶν.	[1327, 857, 1554, 926]
headline: ΤΑ ΤΣΟΥΡΕΚΙΑ ΣΑΣ	[1100, 1171, 1275, 1191]
